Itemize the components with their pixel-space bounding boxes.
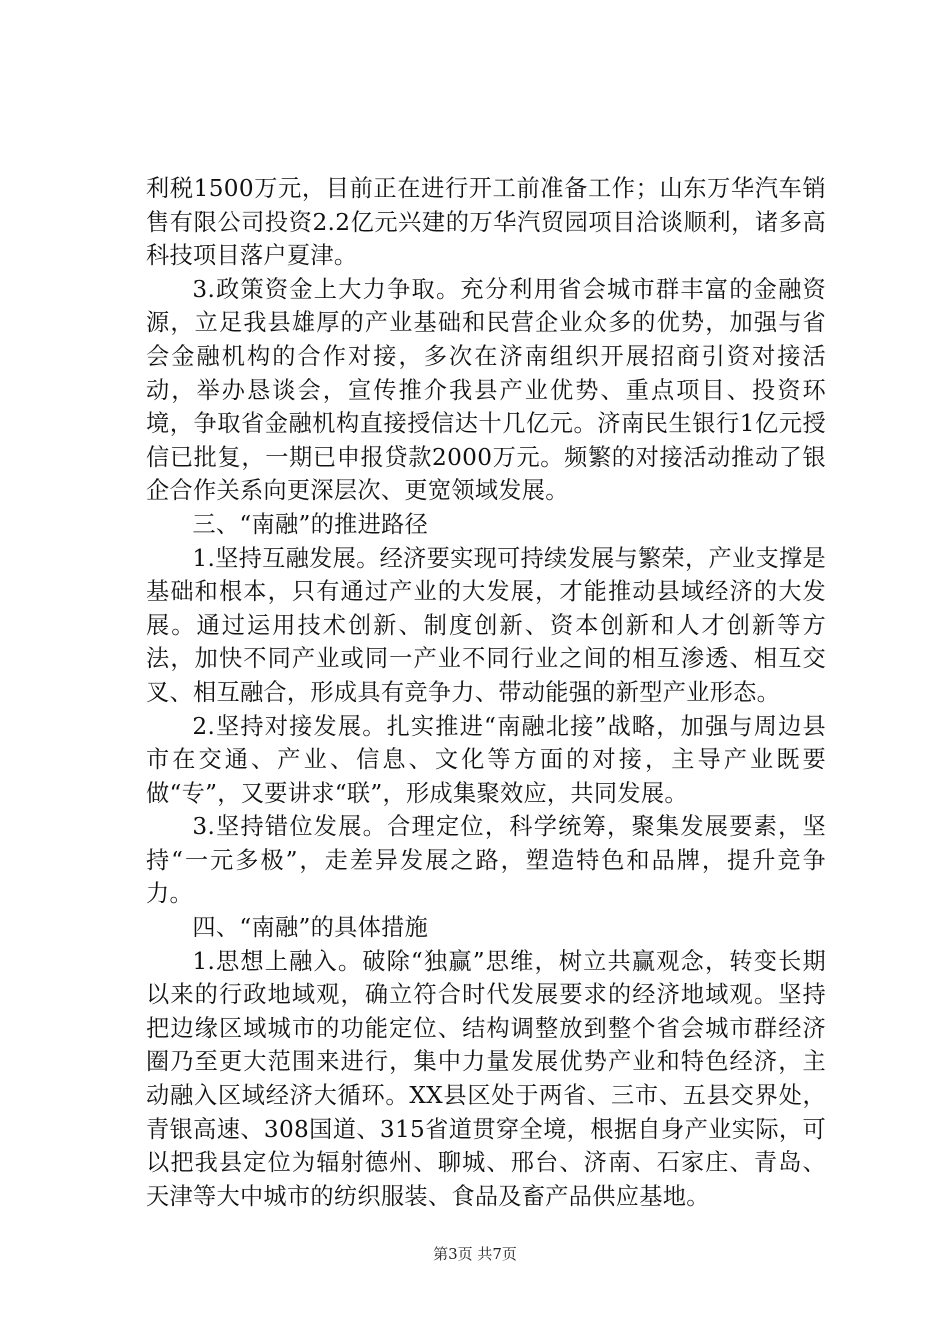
paragraph-ideological-integration: 1.思想上融入。破除“独赢”思维，树立共赢观念，转变长期以来的行政地域观，确立符合时代发展要求的经济地域观。坚持把边缘区域城市的功能定位、结构调整放到整个省会城市群经济圈乃至更大范围来进行，集中力量发展优势产业和特色经济，主动融入区域经济大循环。XX县区处于两省、三市、五县交界处，青银高速、308国道、315省道贯穿全境，根据自身产业实际，可以把我县定位为辐射德州、聊城、邢台、济南、石家庄、青岛、天津等大中城市的纺织服装、食品及畜产品供应基地。 xyxy=(146,947,826,1210)
paragraph-policy-funds: 3.政策资金上大力争取。充分利用省会城市群丰富的金融资源，立足我县雄厚的产业基础和民营企业众多的优势，加强与省会金融机构的合作对接，多次在济南组织开展招商引资对接活动，举办恳谈会，宣传推介我县产业优势、重点项目、投资环境，争取省金融机构直接授信达十几亿元。济南民生银行1亿元授信已批复，一期已申报贷款2000万元。频繁的对接活动推动了银企合作关系向更深层次、更宽领域发展。 xyxy=(146,275,826,505)
document-body xyxy=(146,172,826,1213)
paragraph-mutual-development: 1.坚持互融发展。经济要实现可持续发展与繁荣，产业支撑是基础和根本，只有通过产业的大发展，才能推动县域经济的大发展。通过运用技术创新、制度创新、资本创新和人才创新等方法，加快不同产业或同一产业不同行业之间的相互渗透、相互交叉、相互融合，形成具有竞争力、带动能强的新型产业形态。 xyxy=(146,544,826,706)
page-number-footer: 第3页 共7页 xyxy=(433,1245,517,1263)
paragraph-continued: 利税1500万元，目前正在进行开工前准备工作；山东万华汽车销售有限公司投资2.2亿元兴建的万华汽贸园项目洽谈顺利，诸多高科技项目落户夏津。 xyxy=(146,175,826,270)
section-heading-path: 三、“南融”的推进路径 xyxy=(192,510,429,538)
paragraph-docking-development: 2.坚持对接发展。扎实推进“南融北接”战略，加强与周边县市在交通、产业、信息、文化等方面的对接，主导产业既要做“专”，又要讲求“联”，形成集聚效应，共同发展。 xyxy=(146,712,826,807)
section-heading-measures: 四、“南融”的具体措施 xyxy=(192,914,429,942)
paragraph-staggered-development: 3.坚持错位发展。合理定位，科学统筹，聚集发展要素，坚持“一元多极”，走差异发展之路，塑造特色和品牌，提升竞争力。 xyxy=(146,813,826,908)
